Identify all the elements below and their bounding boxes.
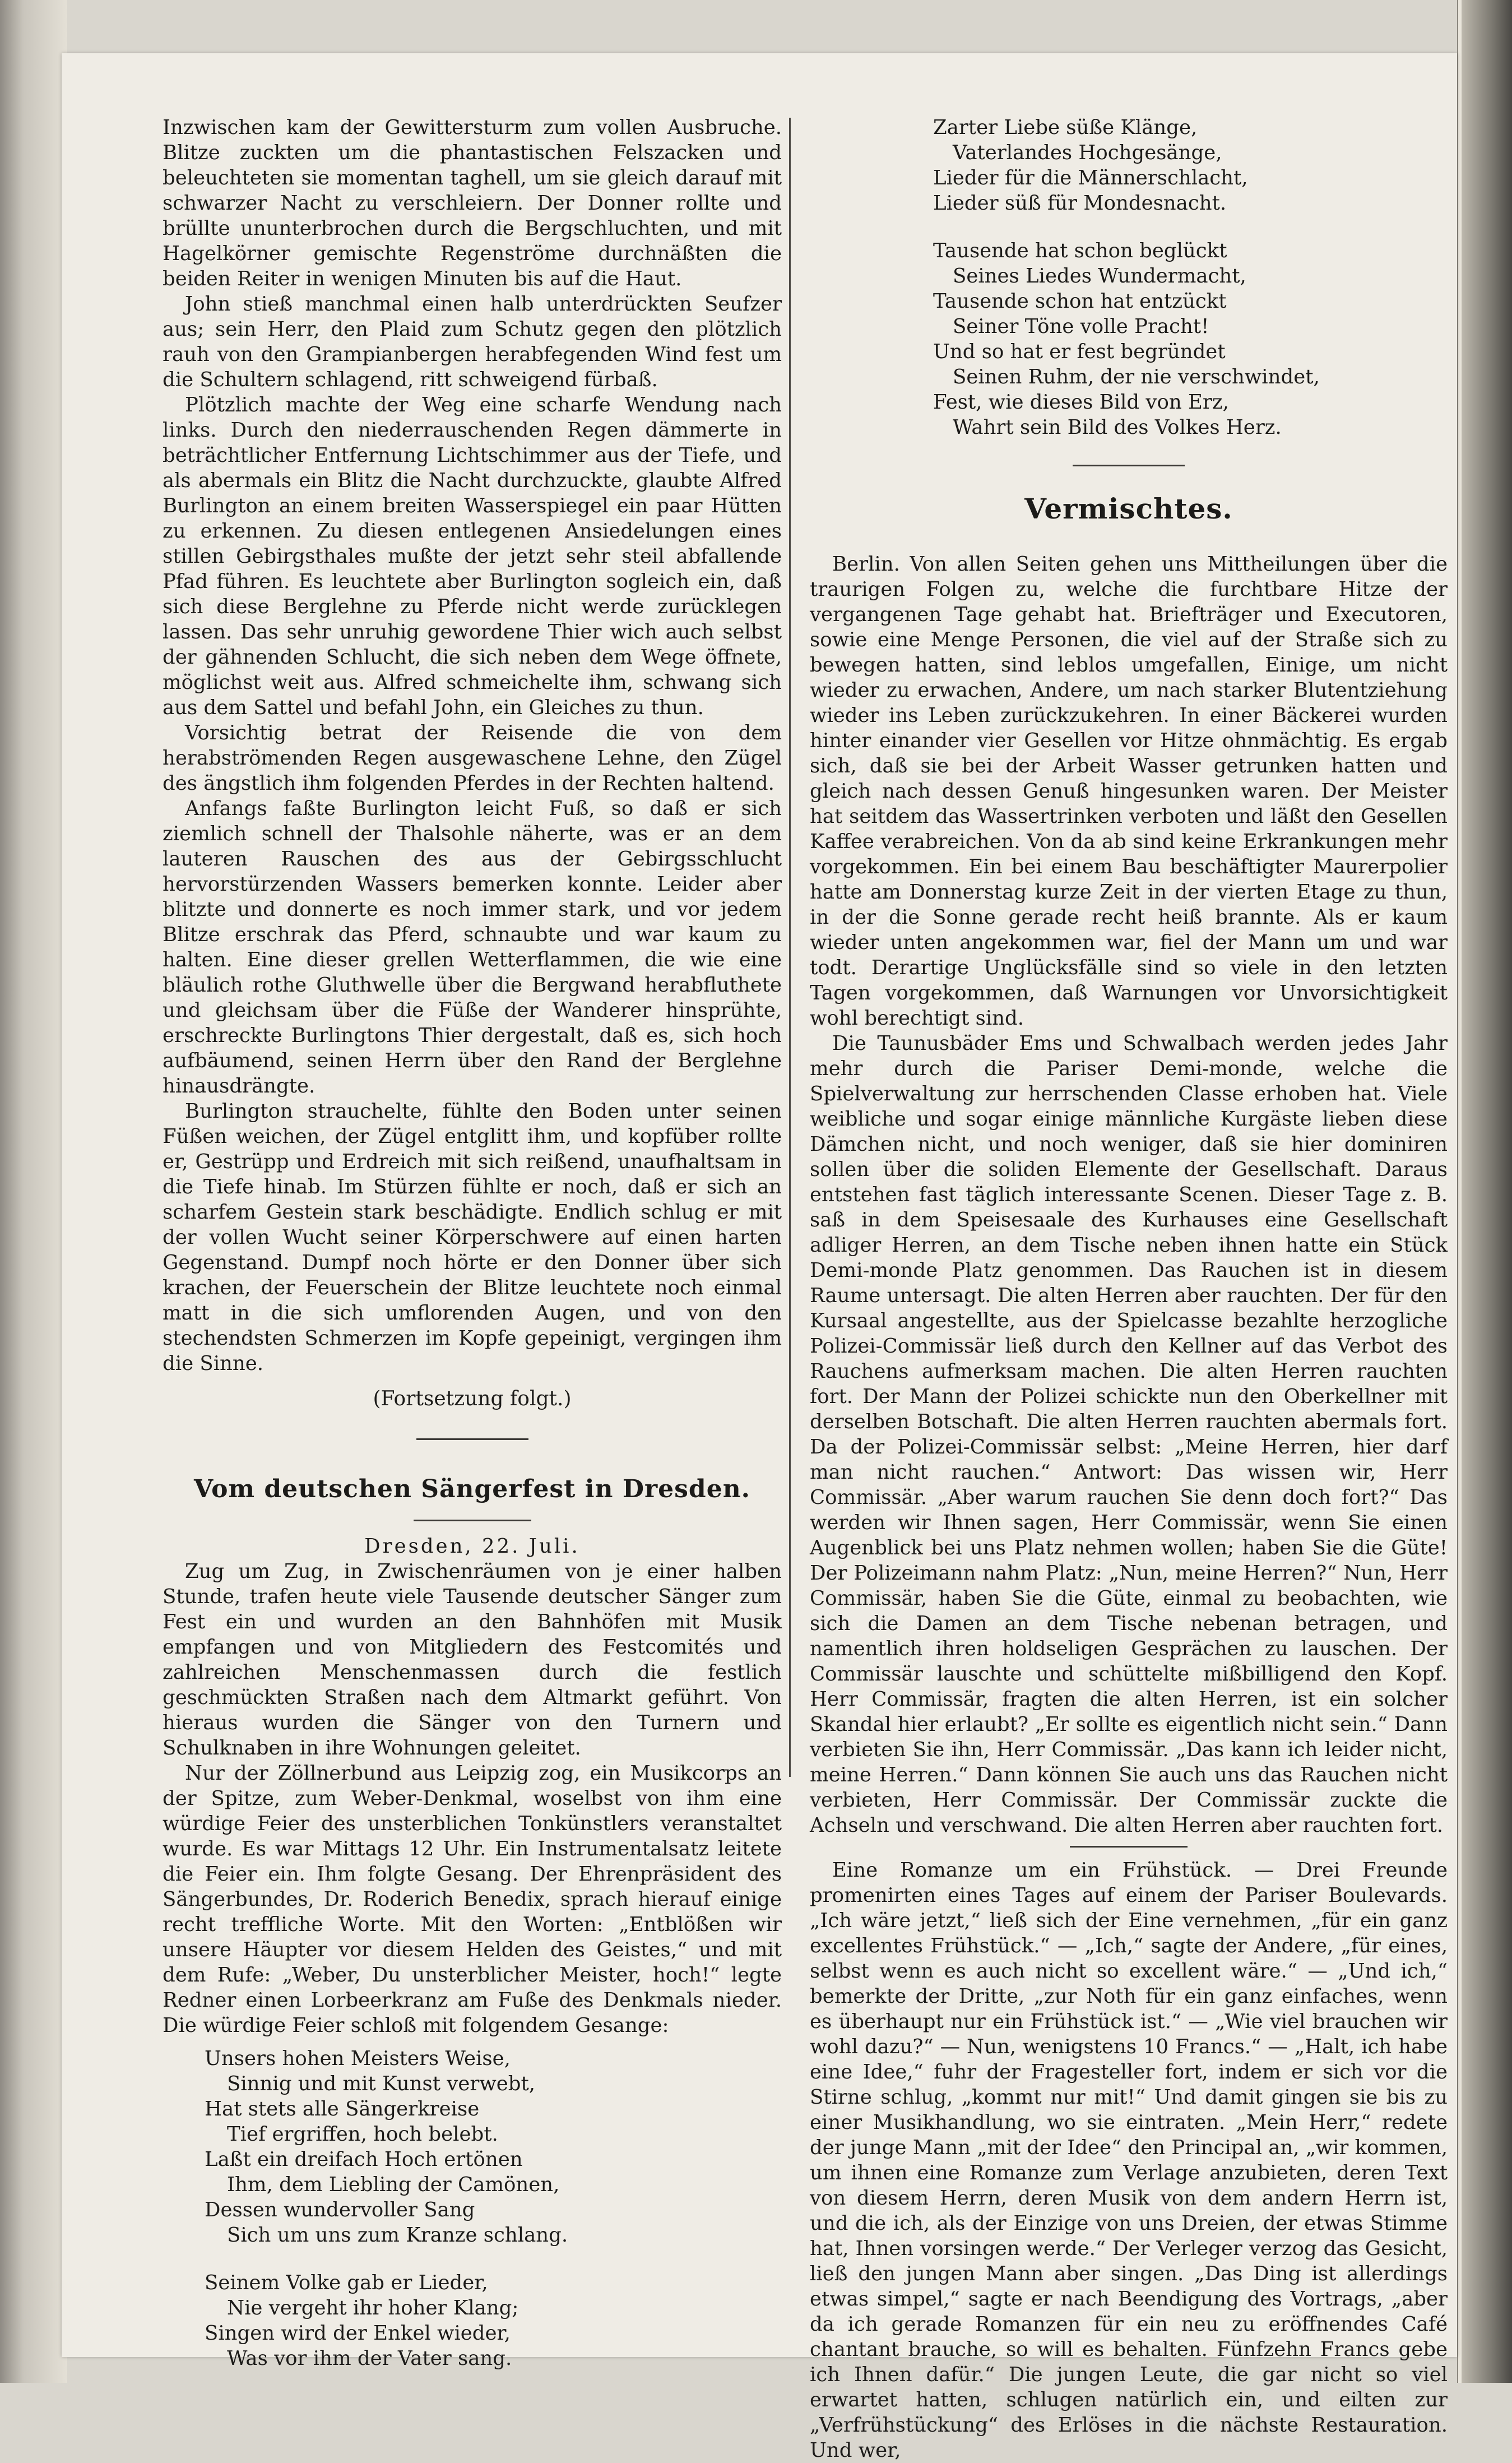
- section-rule: [1073, 465, 1185, 466]
- poem-line: Tausende hat schon beglückt: [933, 239, 1227, 262]
- poem-line: Wahrt sein Bild des Volkes Herz.: [953, 416, 1282, 439]
- poem-line: Seinem Volke gab er Lieder,: [205, 2271, 488, 2294]
- poem-line: Sinnig und mit Kunst verwebt,: [227, 2072, 536, 2095]
- poem-line: Laßt ein dreifach Hoch ertönen: [205, 2148, 523, 2171]
- poem-line: Hat stets alle Sängerkreise: [205, 2098, 480, 2121]
- poem-line: Seines Liedes Wundermacht,: [953, 265, 1246, 288]
- right-column: [810, 115, 1448, 2463]
- poem-line: Nie vergeht ihr hoher Klang;: [227, 2297, 519, 2320]
- book-binding-edge: [0, 0, 67, 2383]
- song-poem: [163, 2046, 782, 2371]
- story-paragraph: Anfangs faßte Burlington leicht Fuß, so daß er sich ziemlich schnell der Thalsohle näherte, was er an dem lauteren Rauschen des aus der Gebirgsschlucht hervorstürzenden Wassers bemerken konnte. Leider aber blitzte und donnerte es noch immer stark, und vor jedem Blitze erschrak das Pferd, schnaubte und war kaum zu halten. Eine dieser grellen Wetterflammen, die wie eine bläulich rothe Gluthwelle über die Bergwand herabfluthete und gleichsam über die Füße der Wanderer hinsprühte, erschreckte Burlingtons Thier dergestalt, daß es, sich hoch aufbäumend, seinen Herrn über den Rand der Berglehne hinausdrängte.: [163, 797, 782, 1098]
- poem-line: Lieder für die Männerschlacht,: [933, 166, 1248, 189]
- poem-line: Sich um uns zum Kranze schlang.: [227, 2224, 568, 2247]
- poem-line: Ihm, dem Liebling der Camönen,: [227, 2173, 560, 2196]
- item-rule: [1070, 1846, 1188, 1848]
- news-paragraph: Berlin. Von allen Seiten gehen uns Mittheilungen über die traurigen Folgen zu, welche die furchtbare Hitze der vergangenen Tage gehabt hat. Briefträger und Executoren, sowie eine Menge Personen, die viel auf der Straße sich zu bewegen hatten, sind leblos umgefallen, Einige, um nicht wieder zu erwachen, Andere, um nach starker Blutentziehung wieder ins Leben zurückzukehren. In einer Bäckerei wurden hinter einander vier Gesellen vor Hitze ohnmächtig. Es ergab sich, daß sie bei der Arbeit Wasser getrunken hatten und gleich nach dessen Genuß hingesunken waren. Der Meister hat seitdem das Wassertrinken verboten und läßt den Gesellen Kaffee verabreichen. Von da ab sind keine Erkrankungen mehr vorgekommen. Ein bei einem Bau beschäftigter Maurerpolier hatte am Donnerstag kurze Zeit in der vierten Etage zu thun, in der die Sonne gerade recht heiß brannte. Als er kaum wieder unten angekommen war, fiel der Mann um und war todt. Derartige Unglücksfälle sind so viele in den letzten Tagen vorgekommen, daß Warnungen vor Unvorsichtigkeit wohl berechtigt sind.: [810, 553, 1448, 1030]
- article-paragraph: Zug um Zug, in Zwischenräumen von je einer halben Stunde, trafen heute viele Tausende deutscher Sänger zum Fest ein und wurden an den Bahnhöfen mit Musik empfangen und von Mitgliedern des Festcomités und zahlreichen Menschenmassen durch die festlich geschmückten Straßen nach dem Altmarkt geführt. Von hieraus wurden die Sänger von den Turnern und Schulknaben in ihre Wohnungen geleitet.: [163, 1560, 782, 1760]
- article-paragraph: Nur der Zöllnerbund aus Leipzig zog, ein Musikcorps an der Spitze, zum Weber-Denkmal, woselbst von ihm eine würdige Feier des unsterblichen Tonkünstlers veranstaltet wurde. Es war Mittags 12 Uhr. Ein Instrumentalsatz leitete die Feier ein. Ihm folgte Gesang. Der Ehrenpräsident des Sängerbundes, Dr. Roderich Benedix, sprach hierauf einige recht treffliche Worte. Mit den Worten: „Entblößen wir unsere Häupter vor diesem Helden des Geistes,“ und mit dem Rufe: „Weber, Du unsterblicher Meister, hoch!“ legte Redner einen Lorbeerkranz am Fuße des Denkmals nieder. Die würdige Feier schloß mit folgendem Gesange:: [163, 1762, 782, 2037]
- left-column: [163, 115, 782, 2371]
- page-shadow: [1462, 0, 1512, 2383]
- poem-line: Seiner Töne volle Pracht!: [953, 315, 1209, 338]
- story-paragraph: Burlington strauchelte, fühlte den Boden unter seinen Füßen weichen, der Zügel entglitt ihm, und kopfüber rollte er, Gestrüpp und Erdreich mit sich reißend, unaufhaltsam in die Tiefe hinab. Im Stürzen fühlte er noch, daß er sich an scharfem Gestein stark beschädigte. Endlich schlug er mit der vollen Wucht seiner Körperschwere auf einen harten Gegenstand. Dumpf noch hörte er den Donner über sich krachen, der Feuerschein der Blitze leuchtete noch einmal matt in die sich umflorenden Augen, und von den stechendsten Schmerzen im Kopfe gepeinigt, vergingen ihm die Sinne.: [163, 1100, 782, 1375]
- news-paragraph: Eine Romanze um ein Frühstück. — Drei Freunde promenirten eines Tages auf einem der Pariser Boulevards. „Ich wäre jetzt,“ ließ sich der Eine vernehmen, „für ein ganz excellentes Frühstück.“ — „Ich,“ sagte der Andere, „für eines, selbst wenn es auch nicht so excellent wäre.“ — „Und ich,“ bemerkte der Dritte, „zur Noth für ein ganz einfaches, wenn es überhaupt nur ein Frühstück ist.“ — „Wie viel brauchen wir wohl dazu?“ — Nun, wenigstens 10 Francs.“ — „Halt, ich habe eine Idee,“ fuhr der Fragesteller fort, indem er sich vor die Stirne schlug, „kommt nur mit!“ Und damit gingen sie bis zu einer Musikhandlung, wo sie eintraten. „Mein Herr,“ redete der junge Mann „mit der Idee“ den Principal an, „wir kommen, um ihnen eine Romanze zum Verlage anzubieten, deren Text von diesem Herrn, deren Musik von dem andern Herrn ist, und die ich, als der Einzige von uns Dreien, der etwas Stimme hat, Ihnen vorsingen werde.“ Der Verleger verzog das Gesicht, ließ den jungen Mann aber singen. „Das Ding ist allerdings etwas simpel,“ sagte er nach Beendigung des Vortrags, „aber da ich gerade Romanzen für ein neu zu eröffnendes Café chantant brauche, so will es behalten. Fünfzehn Francs gebe ich Ihnen dafür.“ Die jungen Leute, die gar nicht so viel erwartet hatten, schlugen natürlich ein, und eilten zur „Verfrühstückung“ des Erlöses in die nächste Restauration. Und wer,: [810, 1859, 1448, 2462]
- story-paragraph: Inzwischen kam der Gewittersturm zum vollen Ausbruche. Blitze zuckten um die phantastischen Felszacken und beleuchteten sie momentan taghell, um sie gleich darauf mit schwarzer Nacht zu verschleiern. Der Donner rollte und brüllte ununterbrochen durch die Bergschluchten, und mit Hagelkörner gemischte Regenströme durchnäßten die beiden Reiter in wenigen Minuten bis auf die Haut.: [163, 116, 782, 290]
- poem-line: Was vor ihm der Vater sang.: [227, 2347, 512, 2370]
- song-poem-continued: [810, 115, 1448, 440]
- poem-line: Und so hat er fest begründet: [933, 340, 1226, 363]
- stanza-gap: [163, 2248, 782, 2270]
- poem-line: Fest, wie dieses Bild von Erz,: [933, 391, 1229, 414]
- section-title: Vermischtes.: [1024, 492, 1233, 525]
- poem-line: Unsers hohen Meisters Weise,: [205, 2047, 511, 2070]
- story-paragraph: John stieß manchmal einen halb unterdrückten Seufzer aus; sein Herr, den Plaid zum Schutz gegen den plötzlich rauh von den Grampianbergen herabfegenden Wind fest um die Schultern schlagend, ritt schweigend fürbaß.: [163, 293, 782, 391]
- poem-line: Lieder süß für Mondesnacht.: [933, 192, 1227, 215]
- poem-line: Tief ergriffen, hoch belebt.: [227, 2123, 498, 2146]
- column-divider: [789, 118, 791, 1777]
- stanza-gap: [933, 216, 1448, 238]
- poem-line: Seinen Ruhm, der nie verschwindet,: [953, 365, 1320, 388]
- article-title: Vom deutschen Sängerfest in Dresden.: [194, 1475, 750, 1503]
- section-rule: [416, 1438, 528, 1440]
- story-paragraph: Plötzlich machte der Weg eine scharfe Wendung nach links. Durch den niederrauschenden Regen dämmerte in beträchtlicher Entfernung Lichtschimmer aus der Tiefe, und als abermals ein Blitz die Nacht durchzuckte, glaubte Alfred Burlington an einem breiten Wasserspiegel ein paar Hütten zu erkennen. Zu diesen entlegenen Ansiedelungen eines stillen Gebirgsthales mußte der jetzt sehr steil abfallende Pfad führen. Es leuchtete aber Burlington sogleich ein, daß sich diese Berglehne zu Pferde nicht werde zurücklegen lassen. Das sehr unruhig gewordene Thier wich auch selbst der gähnenden Schlucht, die sich neben dem Wege öffnete, möglichst weit aus. Alfred schmeichelte ihm, schwang sich aus dem Sattel und befahl John, ein Gleiches zu thun.: [163, 393, 782, 719]
- dateline: Dresden, 22. Juli.: [364, 1535, 580, 1558]
- poem-line: Dessen wundervoller Sang: [205, 2198, 475, 2221]
- poem-line: Singen wird der Enkel wieder,: [205, 2322, 511, 2345]
- poem-line: Zarter Liebe süße Klänge,: [933, 116, 1198, 139]
- poem-line: Vaterlandes Hochgesänge,: [953, 141, 1222, 164]
- continuation-note: (Fortsetzung folgt.): [373, 1387, 572, 1410]
- poem-line: Tausende schon hat entzückt: [933, 290, 1227, 313]
- news-paragraph: Die Taunusbäder Ems und Schwalbach werden jedes Jahr mehr durch die Pariser Demi-monde, welche die Spielverwaltung zur herrschenden Classe erhoben hat. Viele weibliche und sogar einige männliche Kurgäste lieben diese Dämchen nicht, und noch weniger, daß sie hier dominiren sollen über die soliden Elemente der Gesellschaft. Daraus entstehen fast täglich interessante Scenen. Dieser Tage z. B. saß in dem Speisesaale des Kurhauses eine Gesellschaft adliger Herren, an dem Tische neben ihnen hatte ein Stück Demi-monde Platz genommen. Das Rauchen ist in diesem Raume untersagt. Die alten Herren aber rauchten. Der für den Kursaal angestellte, aus der Spielcasse bezahlte herzogliche Polizei-Commissär ließ durch den Kellner auf das Verbot des Rauchens aufmerksam machen. Die alten Herren rauchten fort. Der Mann der Polizei schickte nun den Oberkellner mit derselben Botschaft. Die alten Herren rauchten abermals fort. Da der Polizei-Commissär selbst: „Meine Herren, hier darf man nicht rauchen.“ Antwort: Das wissen wir, Herr Commissär. „Aber warum rauchen Sie denn doch fort?“ Das werden wir Ihnen sagen, Herr Commissär, wenn Sie einen Augenblick bei uns Platz nehmen wollen; haben Sie die Güte! Der Polizeimann nahm Platz: „Nun, meine Herren?“ Nun, Herr Commissär, haben Sie die Güte, einmal zu beobachten, wie sich die Damen an dem Tische nebenan betragen, und namentlich ihren holdseligen Gesprächen zu lauschen. Der Commissär lauschte und schüttelte mißbilligend den Kopf. Herr Commissär, fragten die alten Herren, ist ein solcher Skandal hier erlaubt? „Er sollte es eigentlich nicht sein.“ Dann verbieten Sie ihn, Herr Commissär. „Das kann ich leider nicht, meine Herren.“ Dann können Sie auch uns das Rauchen nicht verbieten, Herr Commissär. Der Commissär zuckte die Achseln und verschwand. Die alten Herren aber rauchten fort.: [810, 1032, 1448, 1837]
- story-paragraph: Vorsichtig betrat der Reisende die von dem herabströmenden Regen ausgewaschene Lehne, den Zügel des ängstlich ihm folgenden Pferdes in der Rechten haltend.: [163, 721, 782, 795]
- title-rule: [414, 1520, 531, 1521]
